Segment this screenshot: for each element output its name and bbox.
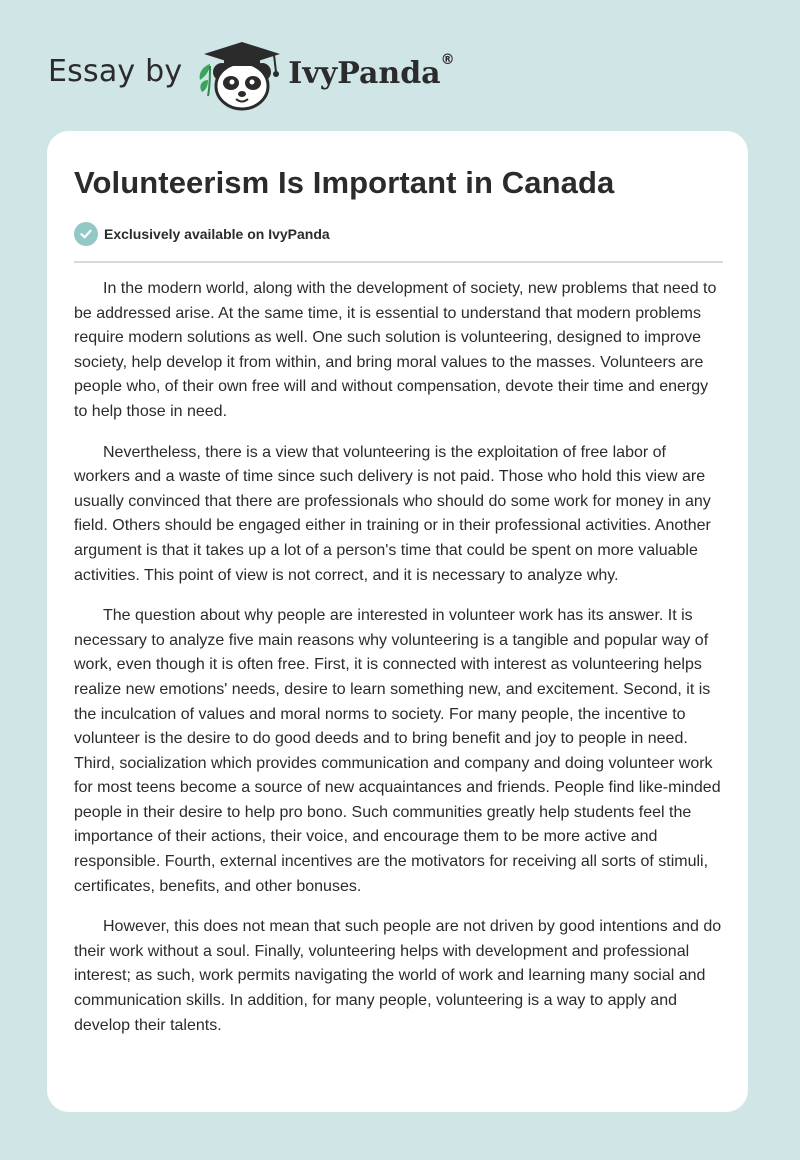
check-icon (74, 222, 98, 246)
panda-graduate-icon (196, 36, 284, 112)
paragraph: Nevertheless, there is a view that volunteering is the exploitation of free labor of workers and a waste of time since such delivery is not paid. Those who hold this view are usually convinced that there are professionals who should do some work for money in any field. Others should be engaged either in training or in their professional activities. Another argument is that it takes up a lot of a person's time that could be spent on more valuable activities. This point of view is not correct, and it is necessary to analyze why. (74, 443, 711, 584)
essay-body (74, 277, 725, 1054)
registered-mark: ® (440, 51, 455, 68)
exclusive-badge (74, 222, 330, 246)
essay-by-label: Essay by (48, 53, 183, 89)
brand-name[interactable]: IvyPanda® (288, 51, 455, 91)
essay-card (47, 131, 748, 1112)
divider (74, 261, 723, 263)
page-title: Volunteerism Is Important in Canada (74, 165, 615, 200)
paragraph: The question about why people are interested in volunteer work has its answer. It is necessary to analyze five main reasons why volunteering is a tangible and popular way of work, even though it is often free. First, it is connected with interest as volunteering helps realize new emotions' needs, desire to learn something new, and excitement. Second, it is the inculcation of values and moral norms to society. For many people, the incentive to volunteer is the desire to do good deeds and to bring benefit and joy to people in need. Third, socialization which provides communication and company and doing volunteer work for most teens become a source of new acquaintances and friends. People find like-minded people in their desire to help pro bono. Such communities greatly help students feel the importance of their actions, their voice, and encourage them to be more active and responsible. Fourth, external incentives are the motivators for receiving all sorts of stimuli, certificates, benefits, and other bonuses. (74, 607, 721, 895)
exclusive-label: Exclusively available on IvyPanda (104, 226, 330, 242)
paragraph: In the modern world, along with the development of society, new problems that need to be addressed arise. At the same time, it is essential to understand that modern problems require modern solutions as well. One such solution is volunteering, designed to improve society, help develop it from within, and bring moral values to the masses. Volunteers are people who, of their own free will and without compensation, devote their time and energy to help those in need. (74, 280, 717, 420)
paragraph: However, this does not mean that such people are not driven by good intentions and do their work without a soul. Finally, volunteering helps with development and professional interest; as such, work permits navigating the world of work and learning many social and communication skills. In addition, for many people, volunteering is a way to apply and develop their talents. (74, 918, 722, 1034)
site-header (48, 34, 455, 114)
